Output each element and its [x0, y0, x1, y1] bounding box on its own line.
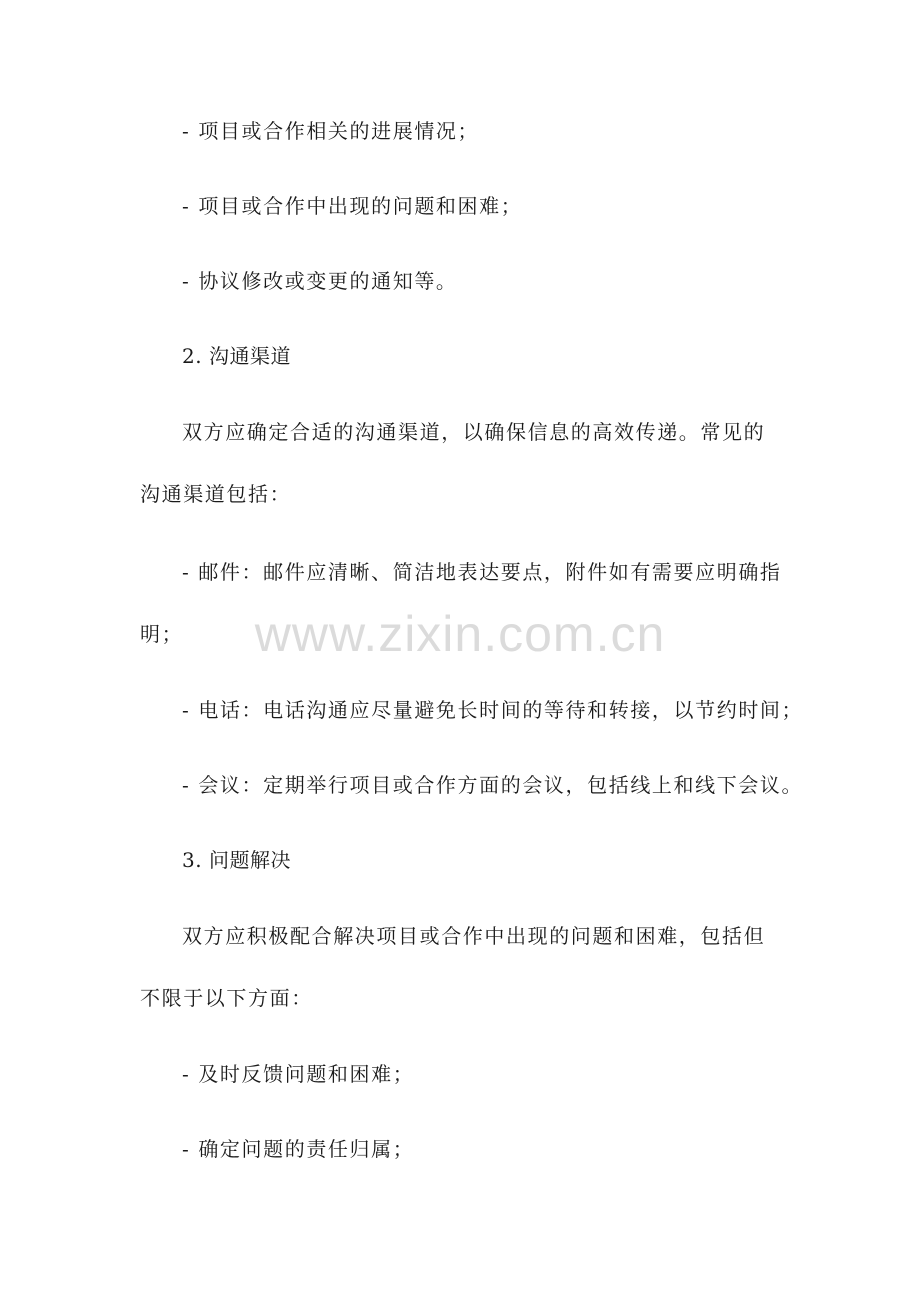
list-item-email-line-2: 明；: [140, 622, 184, 646]
list-item-problems: - 项目或合作中出现的问题和困难；: [182, 194, 523, 218]
section-heading-channels: 2. 沟通渠道: [182, 344, 291, 368]
list-item-feedback: - 及时反馈问题和困难；: [182, 1062, 415, 1086]
list-item-responsibility: - 确定问题的责任归属；: [182, 1137, 415, 1161]
list-item-progress: - 项目或合作相关的进展情况；: [182, 119, 480, 143]
list-item-email-line-1: - 邮件：邮件应清晰、简洁地表达要点，附件如有需要应明确指: [182, 560, 782, 584]
list-item-phone: - 电话：电话沟通应尽量避免长时间的等待和转接，以节约时间；: [182, 698, 804, 722]
list-item-agreement-changes: - 协议修改或变更的通知等。: [182, 269, 458, 293]
paragraph-channels-line-2: 沟通渠道包括：: [140, 482, 292, 506]
watermark: www.zixin.com.cn: [254, 606, 666, 662]
paragraph-problems-line-2: 不限于以下方面：: [140, 986, 313, 1010]
paragraph-channels-line-1: 双方应确定合适的沟通渠道，以确保信息的高效传递。常见的: [182, 420, 766, 444]
section-heading-problem-solving: 3. 问题解决: [182, 848, 291, 872]
list-item-meeting: - 会议：定期举行项目或合作方面的会议，包括线上和线下会议。: [182, 773, 804, 797]
paragraph-problems-line-1: 双方应积极配合解决项目或合作中出现的问题和困难，包括但: [182, 924, 766, 948]
